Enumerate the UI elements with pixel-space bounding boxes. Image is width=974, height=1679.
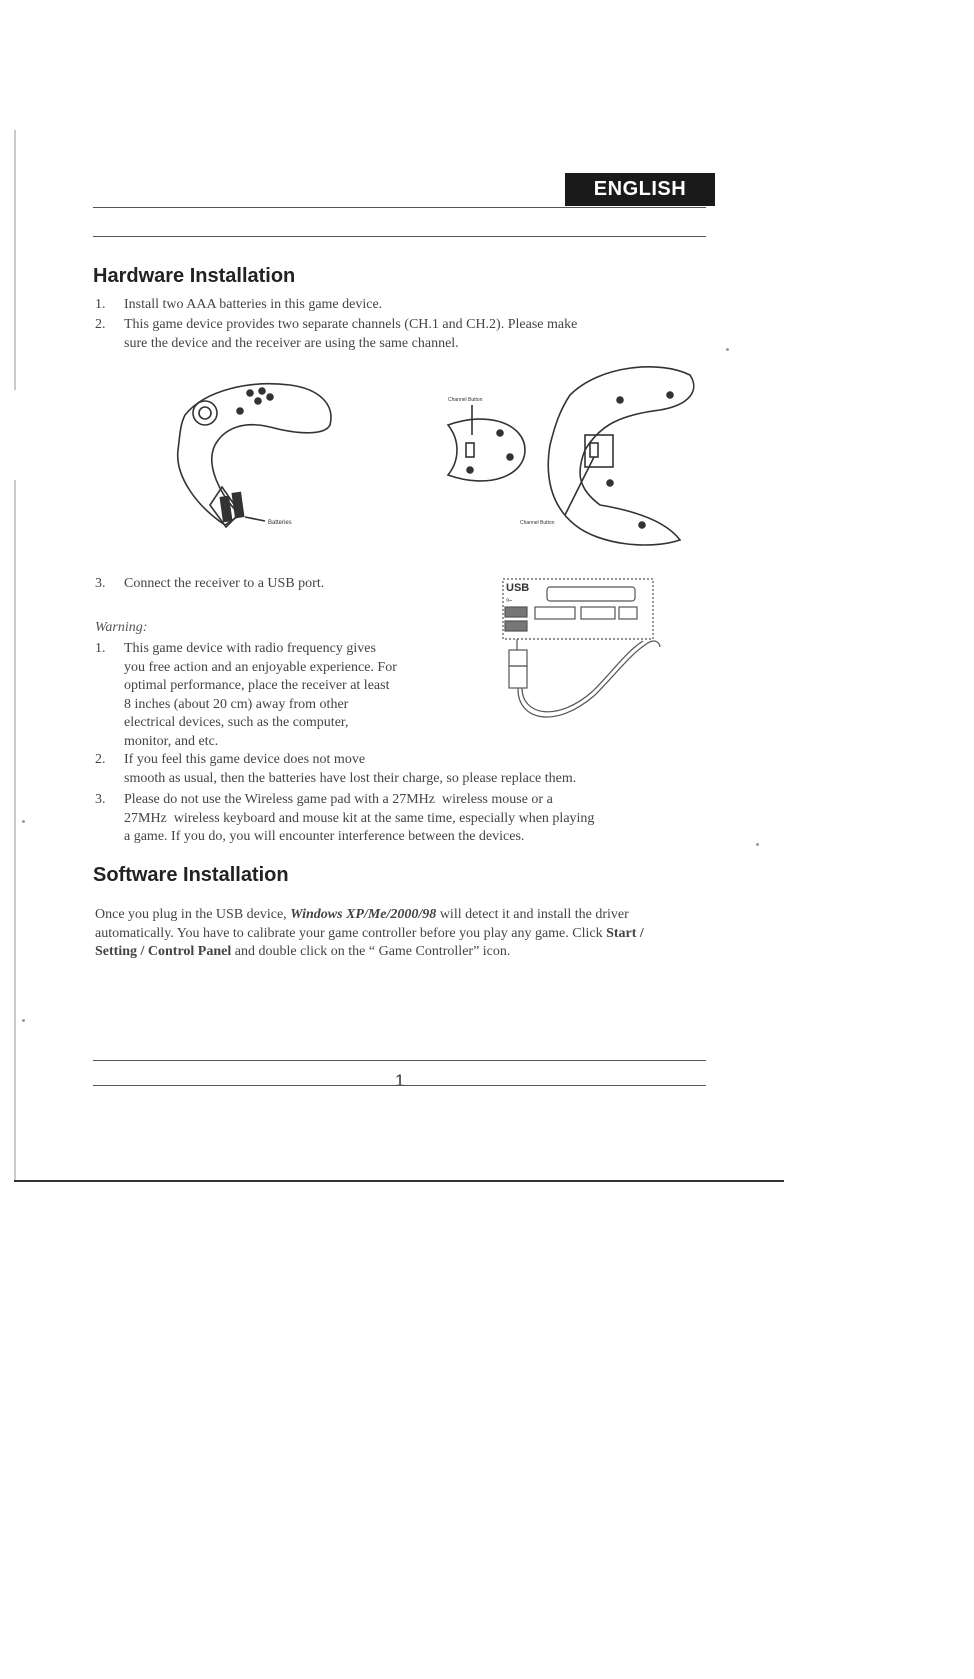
usb-port-figure [495,575,675,740]
usb-label: USB [506,582,530,594]
header-rule-bottom [93,236,706,237]
channel-button-top-label: Channel Button [448,397,483,403]
warning-item-3 [95,791,715,851]
language-tab: ENGLISH [565,173,715,206]
receiver-illustration [448,405,525,481]
scan-edge [14,480,16,1180]
warning-number: 1. [95,641,106,656]
usb-trident-icon: ⟜ [506,595,513,604]
warning-line: monitor, and etc. [124,733,219,749]
page-number: 1 [395,1071,405,1090]
warning-number: 3. [95,792,106,807]
warning-line: Please do not use the Wireless game pad with a 27MHz wireless mouse or a [124,792,553,807]
step-number: 1. [95,297,106,312]
speck [22,1019,25,1022]
speck [22,820,25,823]
software-heading: Software Installation [93,864,289,886]
step-text: Connect the receiver to a USB port. [124,576,325,591]
gamepad-figure [0,365,974,565]
speck [756,843,759,846]
step-text-line-2: sure the device and the receiver are using the same channel. [124,335,459,351]
step-number: 2. [95,317,106,332]
scan-bottom-edge [14,1180,784,1182]
step-text: Install two AAA batteries in this game device. [124,297,383,312]
warning-line: optimal performance, place the receiver at least [124,678,390,693]
speck [726,348,729,351]
warning-line: electrical devices, such as the computer, [124,715,349,730]
step-text-line-1: This game device provides two separate channels (CH.1 and CH.2). Please make [124,317,578,332]
hardware-step-1 [95,296,695,316]
hardware-step-3 [95,575,495,595]
footer-rule-bottom [93,1085,706,1086]
software-paragraph [95,906,685,962]
warning-line: If you feel this game device does not move [124,752,366,767]
gamepad-front-illustration [178,384,331,527]
step-number: 3. [95,576,106,591]
warning-item-2 [95,751,715,791]
software-text-1: Once you plug in the USB device, [95,907,291,922]
warning-line: you free action and an enjoyable experience. For [124,659,397,675]
header-rule-top [93,207,706,208]
scan-edge [14,130,16,390]
warning-item-1 [95,640,495,755]
hardware-heading: Hardware Installation [93,265,296,287]
footer-rule-top [93,1060,706,1061]
software-text-2: will detect it and install the driver automatically. You have to calibrate your game controller before you play any game. Click [95,907,629,941]
hardware-step-2 [95,316,705,356]
software-text-3: and double click on the “ Game Controller” icon. [231,944,511,959]
batteries-label: Batteries [268,520,292,526]
warning-line: smooth as usual, then the batteries have lost their charge, so please replace them. [124,770,577,786]
gamepad-back-illustration [548,367,693,545]
channel-button-bottom-label: Channel Button [520,520,555,526]
warning-number: 2. [95,752,106,767]
warning-line: a game. If you do, you will encounter interference between the devices. [124,829,525,844]
warning-line: 27MHz wireless keyboard and mouse kit at the same time, especially when playing [124,810,595,826]
warning-line: 8 inches (about 20 cm) away from other [124,696,349,712]
warning-line: This game device with radio frequency gives [124,641,376,656]
warning-label: Warning: [95,620,148,635]
os-names: Windows XP/Me/2000/98 [290,907,437,922]
menu-path: Start / Setting / Control Panel [95,925,644,959]
